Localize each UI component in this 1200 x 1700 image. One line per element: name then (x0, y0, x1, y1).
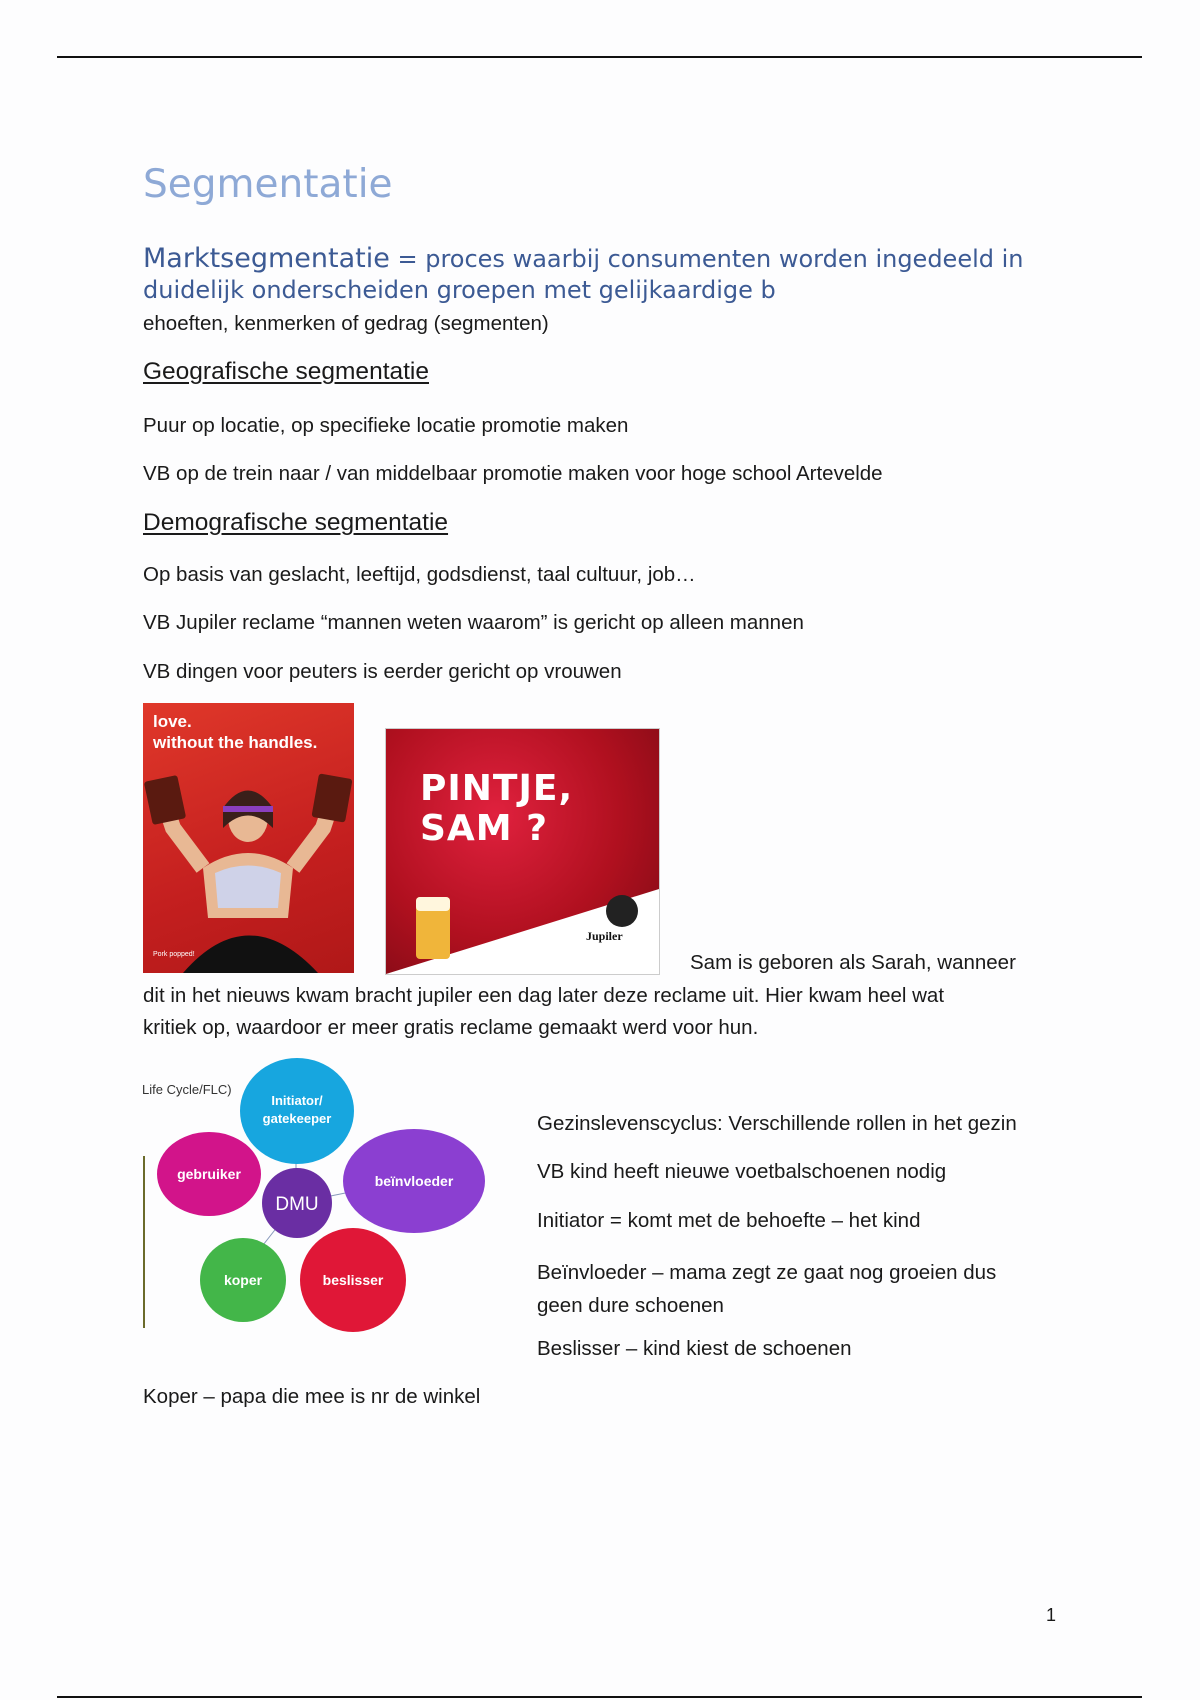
koper-label: koper (223, 1272, 263, 1288)
ad1-corner: Pork popped! (153, 951, 195, 958)
gebruiker-label: gebruiker (177, 1166, 241, 1182)
ad2-line2: SAM ? (420, 808, 549, 849)
ad1-line2: without the handles. (153, 733, 318, 752)
family-paragraph-4 (537, 1256, 996, 1322)
caption-line2: dit in het nieuws kwam bracht jupiler een dag later deze reclame uit. Hier kwam heel wat (143, 984, 945, 1007)
definition-line2: duidelijk onderscheiden groepen met gelijkaardige b (143, 276, 776, 304)
definition-line3: ehoeften, kenmerken of gedrag (segmenten) (143, 312, 549, 335)
initiator-label-2: gatekeeper (262, 1111, 332, 1126)
family-paragraph-3: Initiator = komt met de behoefte – het kind (537, 1209, 921, 1232)
definition-term: Marktsegmentatie (143, 243, 390, 274)
caption-line3: kritiek op, waardoor er meer gratis reclame gemaakt werd voor hun. (143, 1016, 759, 1039)
page-number: 1 (1046, 1605, 1057, 1625)
dmu-diagram (140, 1058, 495, 1340)
geo-paragraph-2: VB op de trein naar / van middelbaar promotie maken voor hoge school Artevelde (143, 462, 883, 485)
family-paragraph-1: Gezinslevenscyclus: Verschillende rollen in het gezin (537, 1112, 1017, 1135)
ad-image-jupiler (385, 728, 660, 975)
ad2-brand: Jupiler (586, 929, 623, 943)
caption-line1: Sam is geboren als Sarah, wanneer (690, 951, 1016, 974)
family-paragraph-4b: geen dure schoenen (537, 1294, 724, 1317)
definition-heading (143, 243, 1073, 306)
beinvloeder-label: beïnvloeder (374, 1173, 454, 1189)
ad-image-handles (143, 703, 354, 973)
dmu-center-label: DMU (275, 1194, 319, 1215)
initiator-label-1: Initiator/ (271, 1093, 323, 1108)
page-title: Segmentatie (143, 162, 393, 207)
header-rule (57, 56, 1142, 58)
demo-paragraph-3: VB dingen voor peuters is eerder gericht op vrouwen (143, 660, 622, 683)
demo-paragraph-2: VB Jupiler reclame “mannen weten waarom” is gericht op alleen mannen (143, 611, 804, 634)
family-paragraph-4a: Beïnvloeder – mama zegt ze gaat nog groeien dus (537, 1261, 997, 1284)
koper-paragraph: Koper – papa die mee is nr de winkel (143, 1385, 481, 1408)
geo-paragraph-1: Puur op locatie, op specifieke locatie promotie maken (143, 414, 629, 437)
family-paragraph-5: Beslisser – kind kiest de schoenen (537, 1337, 852, 1360)
demo-paragraph-1: Op basis van geslacht, leeftijd, godsdienst, taal cultuur, job… (143, 563, 696, 586)
woman-illustration (143, 758, 354, 973)
ad2-line1: PINTJE, (420, 768, 574, 809)
geo-heading: Geografische segmentatie (143, 358, 429, 385)
definition-rest: = proces waarbij consumenten worden ingedeeld in (389, 245, 1024, 273)
footer-rule (57, 1696, 1142, 1698)
dmu-corner-label: Life Cycle/FLC) (142, 1082, 232, 1097)
beslisser-label: beslisser (322, 1272, 384, 1288)
ad1-line1: love. (153, 712, 192, 731)
family-paragraph-2: VB kind heeft nieuwe voetbalschoenen nodig (537, 1160, 947, 1183)
demo-heading: Demografische segmentatie (143, 509, 449, 536)
